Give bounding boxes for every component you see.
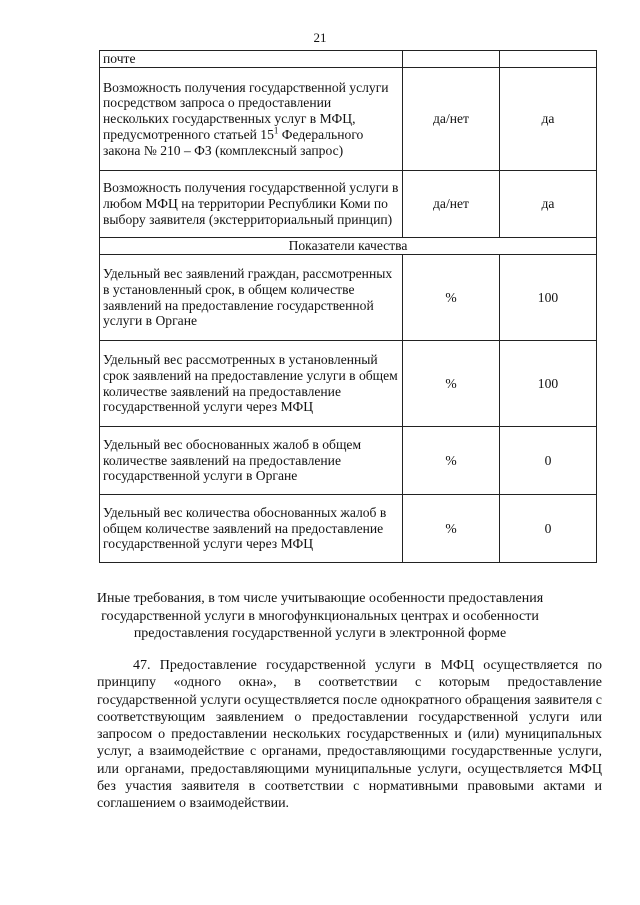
indicators-table <box>99 50 597 563</box>
unit-cell: % <box>403 341 500 427</box>
indicator-cell: почте <box>100 51 403 68</box>
indicator-text: Возможность получения государственной услуги посредством запроса о предоставлении нескольких государственных услуг в МФЦ, предусмотренного статьей 15 <box>103 79 389 142</box>
unit-cell <box>403 51 500 68</box>
value-cell: 0 <box>500 495 597 563</box>
unit-cell: % <box>403 427 500 495</box>
value-cell: 0 <box>500 427 597 495</box>
indicator-cell: Удельный вес количества обоснованных жалоб в общем количестве заявлений на предоставление государственной услуги через МФЦ <box>100 495 403 563</box>
value-cell <box>500 51 597 68</box>
section-heading: Иные требования, в том числе учитывающие особенности предоставления государственной услуги в многофункциональных центрах и особенности предоставления государственной услуги в электронной форме <box>96 591 544 641</box>
table-row <box>100 51 597 68</box>
superscript: 1 <box>273 125 279 136</box>
table-row <box>100 255 597 341</box>
unit-cell: да/нет <box>403 171 500 238</box>
section-row <box>100 238 597 255</box>
body-paragraph <box>97 657 602 813</box>
indicator-cell: Удельный вес рассмотренных в установленный срок заявлений на предоставление услуги в общем количестве заявлений на предоставление государственной услуги через МФЦ <box>100 341 403 427</box>
table-row <box>100 68 597 171</box>
section-title: Показатели качества <box>100 238 597 255</box>
indicator-cell: Возможность получения государственной услуги в любом МФЦ на территории Республики Коми по выбору заявителя (экстерриториальный принцип) <box>100 171 403 238</box>
unit-cell: % <box>403 255 500 341</box>
table-row <box>100 341 597 427</box>
table-row <box>100 171 597 238</box>
indicator-cell <box>100 68 403 171</box>
indicator-cell: Удельный вес заявлений граждан, рассмотренных в установленный срок, в общем количестве заявлений на предоставление государственной услуги в Органе <box>100 255 403 341</box>
value-cell: 100 <box>500 255 597 341</box>
table-row <box>100 427 597 495</box>
value-cell: да <box>500 171 597 238</box>
value-cell: да <box>500 68 597 171</box>
unit-cell: % <box>403 495 500 563</box>
unit-cell: да/нет <box>403 68 500 171</box>
page-number: 21 <box>313 30 327 45</box>
indicator-text: Федерального закона № 210 – ФЗ (комплексный запрос) <box>103 126 364 158</box>
value-cell: 100 <box>500 341 597 427</box>
paragraph-text: 47. Предоставление государственной услуги в МФЦ осуществляется по принципу «одного окна», в соответствии с которым предоставление государственной услуги осуществляется после однократного обращения заявителя с соответствующим заявлением о предоставлении государственной услуги или запросом о предоставлении нескольких государственных и (или) муниципальных услуг, а взаимодействие с органами, предоставляющими государственные услуги, или органами, предоставляющими муниципальные услуги, осуществляется МФЦ без участия заявителя в соответствии с нормативными правовыми актами и соглашением о взаимодействии. <box>97 658 602 812</box>
table-row <box>100 495 597 563</box>
indicator-cell: Удельный вес обоснованных жалоб в общем количестве заявлений на предоставление государственной услуги в Органе <box>100 427 403 495</box>
